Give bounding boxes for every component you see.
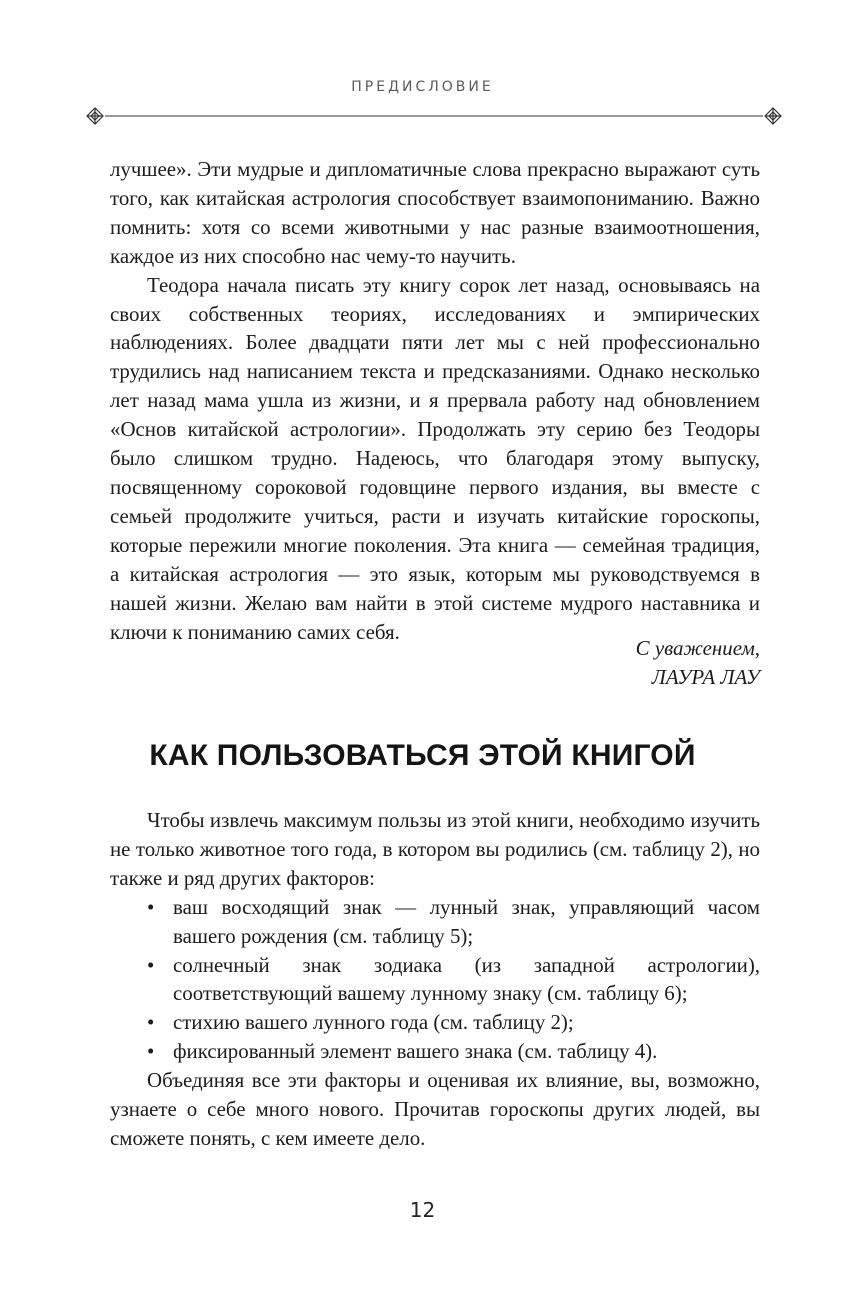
bullet-icon: • <box>147 952 155 977</box>
preface-text <box>110 155 760 646</box>
list-item <box>110 1008 760 1037</box>
list-item-text: стихию вашего лунного года (см. таблицу 2); <box>173 1010 574 1035</box>
paragraph-theodora: Теодора начала писать эту книгу сорок лет назад, основываясь на своих собственных теориях, исследованиях и эмпирических наблюдениях. Более двадцати пяти лет мы с ней профессионально трудились над написанием текста и предсказаниями. Однако несколько лет назад мама ушла из жизни, и я прервала работу над обновлением «Основ китайской астрологии». Продолжать эту серию без Теодоры было слишком трудно. Надеюсь, что благодаря этому выпуску, посвященному сороковой годовщине первого издания, вы вместе с семьей продолжите учиться, расти и изучать китайские гороскопы, которые пережили многие поколения. Эта книга — семейная традиция, а китайская астрология — это язык, которым мы руководствуемся в нашей жизни. Желаю вам найти в этой системе мудрого наставника и ключи к пониманию самих себя. <box>110 272 760 644</box>
left-knot-ornament-icon <box>87 108 103 124</box>
right-knot-ornament-icon <box>765 108 781 124</box>
bullet-icon: • <box>147 894 155 919</box>
list-item-text: ваш восходящий знак — лунный знак, управляющий часом вашего рождения (см. таблицу 5); <box>173 894 760 948</box>
list-item <box>110 951 760 1009</box>
bullet-icon: • <box>147 1010 155 1035</box>
bullet-icon: • <box>147 1039 155 1064</box>
signature-block <box>360 634 760 692</box>
list-item-text: солнечный знак зодиака (из западной астрологии), соответствующий вашему лунному знаку (см. таблицу 6); <box>173 952 760 1006</box>
signature-name: ЛАУРА ЛАУ <box>651 665 760 689</box>
list-item <box>110 1037 760 1066</box>
factors-list <box>110 893 760 1066</box>
ornamental-rule <box>84 105 784 127</box>
section-heading: КАК ПОЛЬЗОВАТЬСЯ ЭТОЙ КНИГОЙ <box>149 739 696 772</box>
list-item-text: фиксированный элемент вашего знака (см. таблицу 4). <box>173 1039 658 1064</box>
how-to-use-text <box>110 806 760 1153</box>
signature-closing: С уважением, <box>635 636 760 660</box>
closing-paragraph: Объединяя все эти факторы и оценивая их влияние, вы, возможно, узнаете о себе много нового. Прочитав гороскопы других людей, вы сможете понять, с кем имеете дело. <box>110 1068 760 1150</box>
running-head: ПРЕДИСЛОВИЕ <box>351 79 494 95</box>
list-item <box>110 893 760 951</box>
paragraph-continuation: лучшее». Эти мудрые и дипломатичные слова прекрасно выражают суть того, как китайская астрология способствует взаимопониманию. Важно помнить: хотя со всеми животными у нас разные взаимоотношения, каждое из них способно нас чему-то научить. <box>110 157 760 268</box>
intro-paragraph: Чтобы извлечь максимум пользы из этой книги, необходимо изучить не только животное того года, в котором вы родились (см. таблицу 2), но также и ряд других факторов: <box>110 808 760 890</box>
page-number: 12 <box>409 1198 436 1222</box>
